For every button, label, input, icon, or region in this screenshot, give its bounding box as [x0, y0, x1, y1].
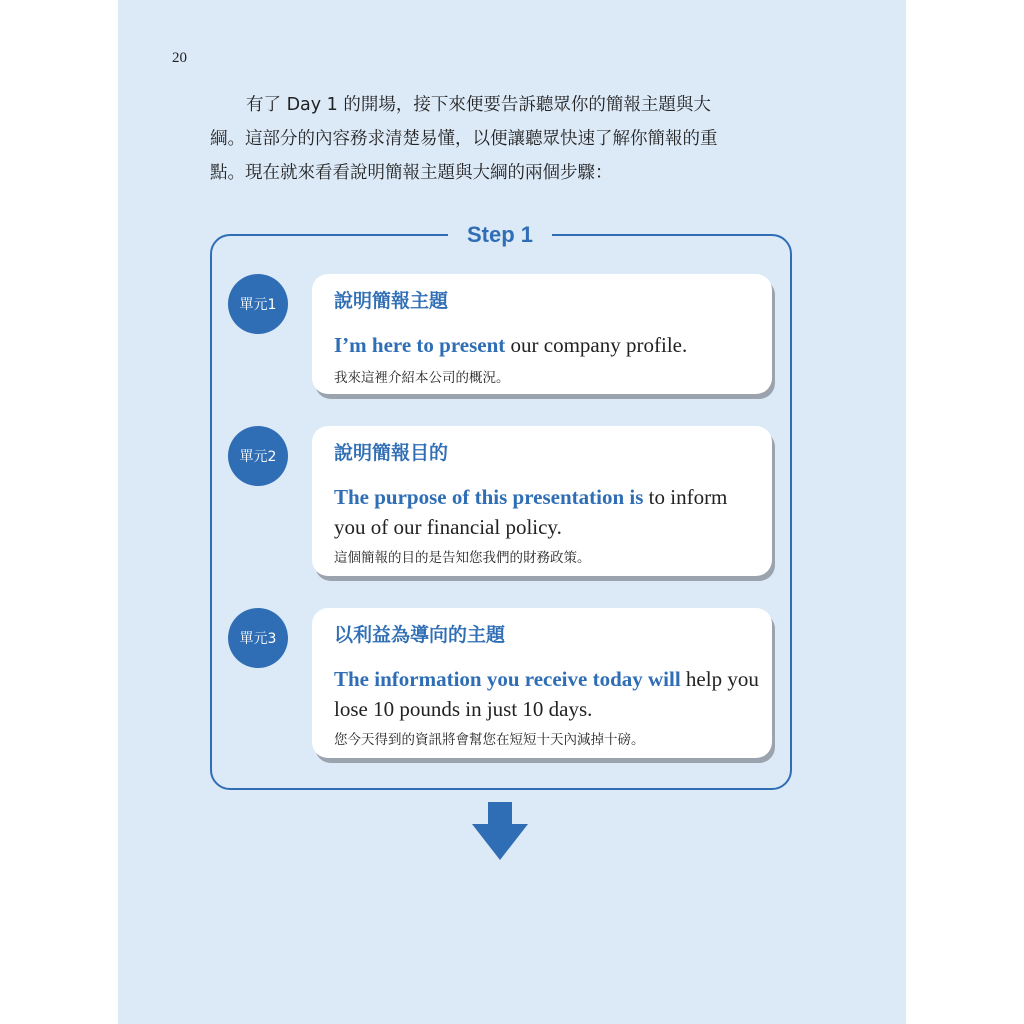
unit-badge: 單元2 [228, 426, 288, 486]
page-number: 20 [172, 50, 187, 66]
intro-paragraph [210, 88, 810, 190]
sentence-rest: to inform you of our financial policy. [334, 485, 728, 539]
key-phrase: The information you receive today will [334, 667, 681, 691]
down-arrow-icon [470, 802, 530, 862]
example-sentence [334, 330, 764, 360]
unit-title: 說明簡報目的 [334, 442, 449, 464]
intro-line: 點。現在就來看看說明簡報主題與大綱的兩個步驟： [210, 163, 613, 183]
unit-card [312, 426, 772, 576]
book-page [118, 0, 906, 1024]
translation: 這個簡報的目的是告知您我們的財務政策。 [334, 550, 591, 566]
translation: 我來這裡介紹本公司的概況。 [334, 370, 510, 386]
translation: 您今天得到的資訊將會幫您在短短十天內減掉十磅。 [334, 732, 645, 748]
example-sentence [334, 664, 764, 724]
unit-badge: 單元3 [228, 608, 288, 668]
intro-line: 綱。這部分的內容務求清楚易懂，以便讓聽眾快速了解你簡報的重 [210, 129, 718, 149]
step-title: Step 1 [448, 219, 552, 251]
unit-card [312, 274, 772, 394]
unit-card [312, 608, 772, 758]
unit-title: 以利益為導向的主題 [334, 624, 506, 646]
unit-title: 說明簡報主題 [334, 290, 449, 312]
key-phrase: The purpose of this presentation is [334, 485, 644, 509]
unit-badge: 單元1 [228, 274, 288, 334]
sentence-rest: help you lose 10 pounds in just 10 days. [334, 667, 759, 721]
intro-line: 有了 Day 1 的開場，接下來便要告訴聽眾你的簡報主題與大 [246, 95, 711, 115]
key-phrase: I’m here to present [334, 333, 506, 357]
sentence-rest: our company profile. [505, 333, 688, 357]
example-sentence [334, 482, 764, 542]
